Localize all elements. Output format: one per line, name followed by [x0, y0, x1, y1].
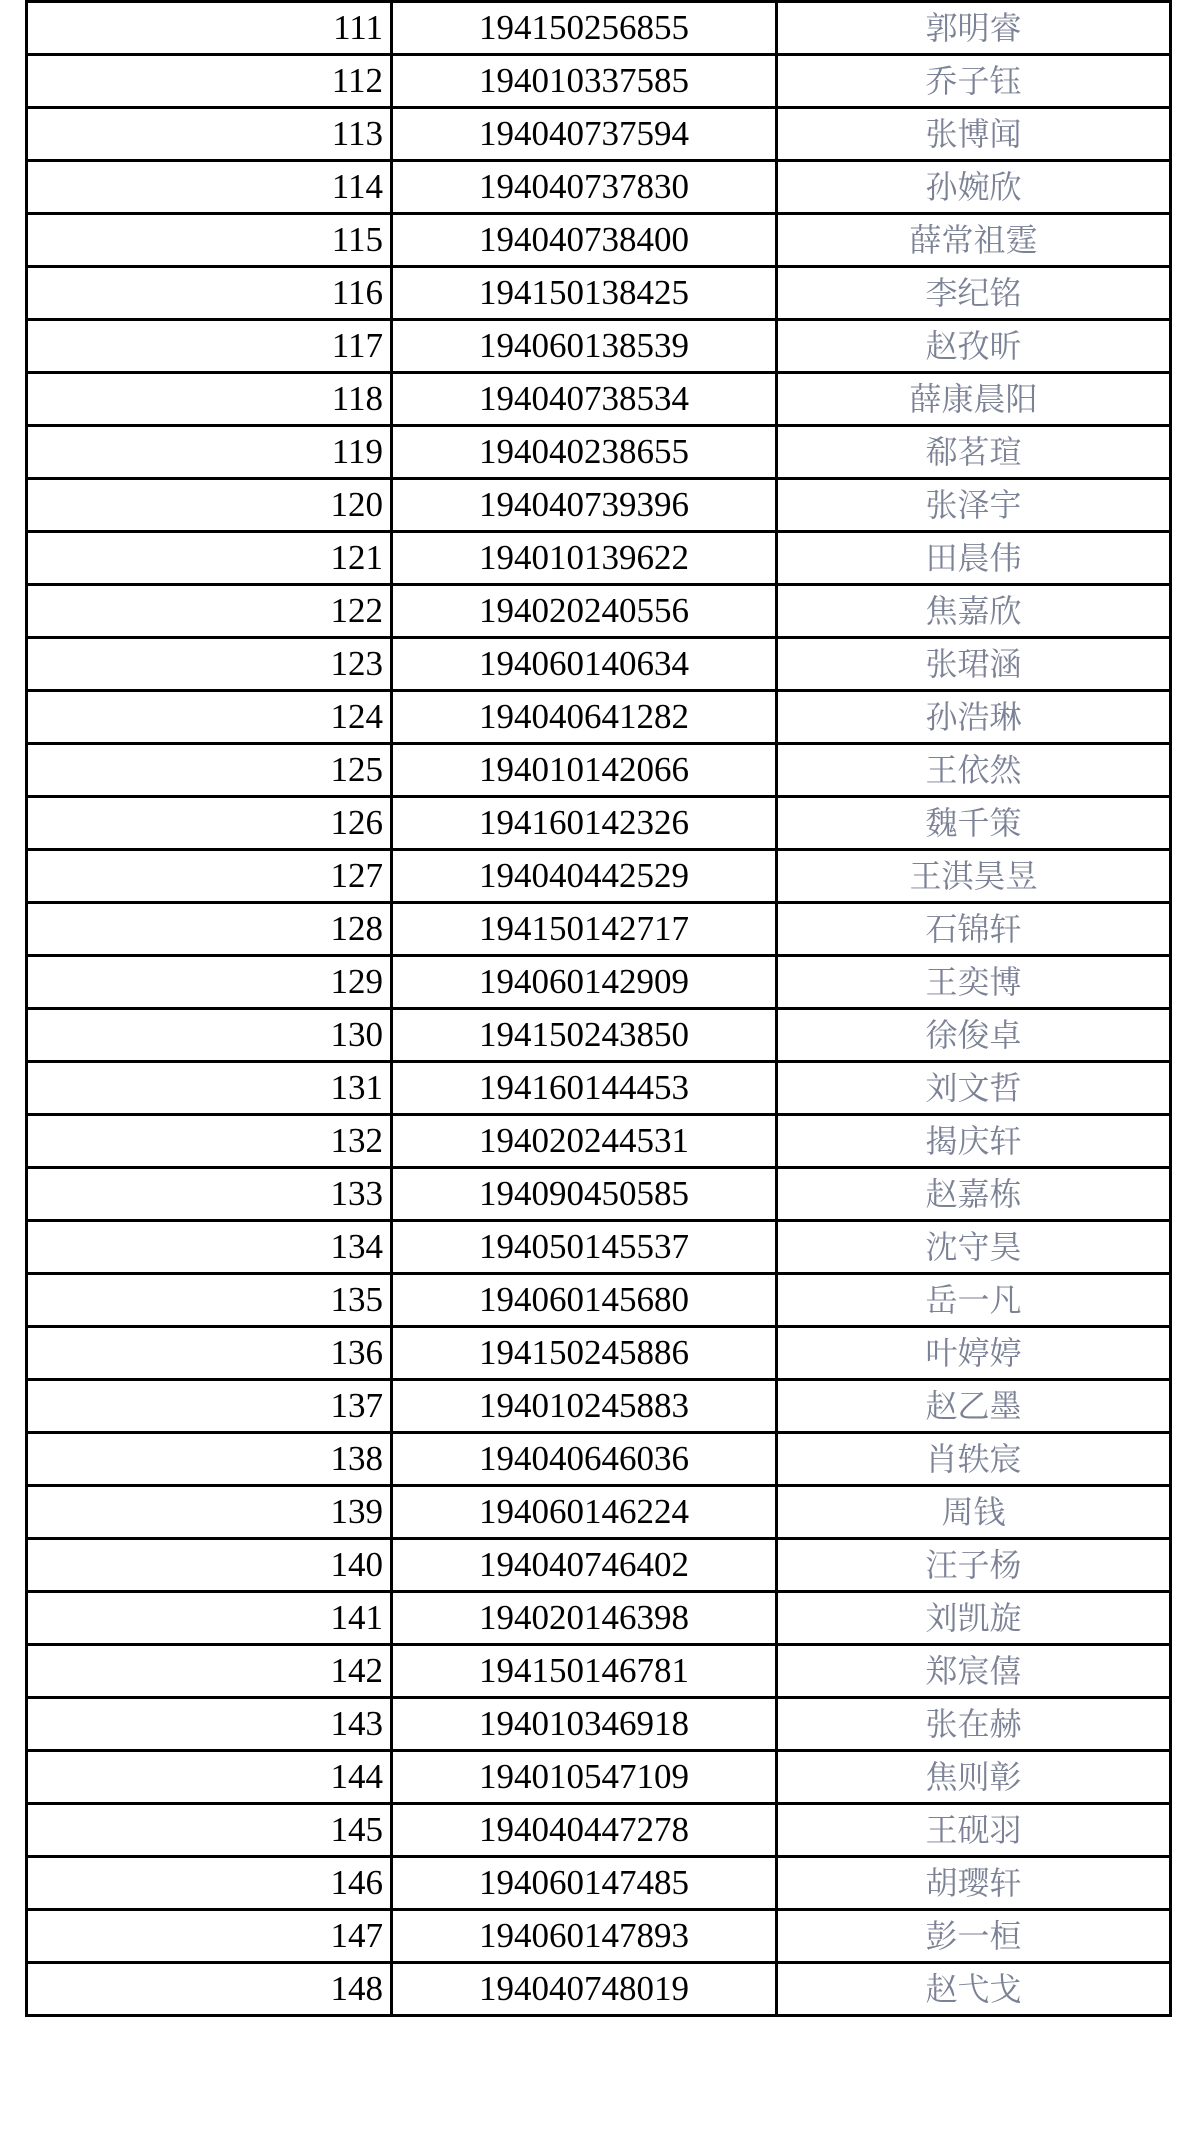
row-index-cell: 121	[27, 532, 392, 585]
table-row	[27, 956, 1171, 1009]
row-index-cell: 139	[27, 1486, 392, 1539]
student-id-cell: 194010337585	[392, 55, 777, 108]
row-index-cell: 112	[27, 55, 392, 108]
student-name-cell: 周钱	[777, 1486, 1171, 1539]
student-id-cell: 194060146224	[392, 1486, 777, 1539]
student-id-cell: 194040739396	[392, 479, 777, 532]
student-name-cell: 李纪铭	[777, 267, 1171, 320]
table-row	[27, 1274, 1171, 1327]
table-row	[27, 1751, 1171, 1804]
table-row	[27, 479, 1171, 532]
student-id-cell: 194160144453	[392, 1062, 777, 1115]
row-index-cell: 119	[27, 426, 392, 479]
student-id-cell: 194020240556	[392, 585, 777, 638]
row-index-cell: 117	[27, 320, 392, 373]
table-row	[27, 1698, 1171, 1751]
student-name-cell: 沈守昊	[777, 1221, 1171, 1274]
row-index-cell: 115	[27, 214, 392, 267]
table-row	[27, 1168, 1171, 1221]
student-name-cell: 焦则彰	[777, 1751, 1171, 1804]
student-name-cell: 赵弋戈	[777, 1963, 1171, 2016]
table-row	[27, 1221, 1171, 1274]
row-index-cell: 147	[27, 1910, 392, 1963]
student-id-cell: 194150138425	[392, 267, 777, 320]
table-row	[27, 373, 1171, 426]
table-row	[27, 267, 1171, 320]
table-row	[27, 2, 1171, 55]
student-id-cell: 194040646036	[392, 1433, 777, 1486]
student-id-cell: 194160142326	[392, 797, 777, 850]
student-id-cell: 194060142909	[392, 956, 777, 1009]
student-id-cell: 194150245886	[392, 1327, 777, 1380]
student-id-cell: 194150146781	[392, 1645, 777, 1698]
roster-table-wrapper	[25, 0, 1169, 2017]
row-index-cell: 146	[27, 1857, 392, 1910]
student-id-cell: 194040748019	[392, 1963, 777, 2016]
student-id-cell: 194060147893	[392, 1910, 777, 1963]
student-id-cell: 194040447278	[392, 1804, 777, 1857]
table-row	[27, 108, 1171, 161]
row-index-cell: 148	[27, 1963, 392, 2016]
student-id-cell: 194010547109	[392, 1751, 777, 1804]
student-name-cell: 汪子杨	[777, 1539, 1171, 1592]
student-name-cell: 郭明睿	[777, 2, 1171, 55]
table-row	[27, 1433, 1171, 1486]
student-name-cell: 薛康晨阳	[777, 373, 1171, 426]
student-name-cell: 岳一凡	[777, 1274, 1171, 1327]
student-name-cell: 张在赫	[777, 1698, 1171, 1751]
roster-table-body	[27, 2, 1171, 2016]
table-row	[27, 1486, 1171, 1539]
student-name-cell: 王奕博	[777, 956, 1171, 1009]
row-index-cell: 125	[27, 744, 392, 797]
student-name-cell: 张泽宇	[777, 479, 1171, 532]
table-row	[27, 1804, 1171, 1857]
table-row	[27, 1539, 1171, 1592]
row-index-cell: 131	[27, 1062, 392, 1115]
student-id-cell: 194020244531	[392, 1115, 777, 1168]
row-index-cell: 143	[27, 1698, 392, 1751]
student-id-cell: 194060138539	[392, 320, 777, 373]
row-index-cell: 123	[27, 638, 392, 691]
row-index-cell: 140	[27, 1539, 392, 1592]
table-row	[27, 161, 1171, 214]
row-index-cell: 145	[27, 1804, 392, 1857]
student-id-cell: 194010139622	[392, 532, 777, 585]
table-row	[27, 1645, 1171, 1698]
student-name-cell: 叶婷婷	[777, 1327, 1171, 1380]
student-name-cell: 石锦轩	[777, 903, 1171, 956]
row-index-cell: 111	[27, 2, 392, 55]
table-row	[27, 1963, 1171, 2016]
student-name-cell: 胡璎轩	[777, 1857, 1171, 1910]
student-id-cell: 194040238655	[392, 426, 777, 479]
table-row	[27, 850, 1171, 903]
student-name-cell: 赵孜昕	[777, 320, 1171, 373]
table-row	[27, 1115, 1171, 1168]
row-index-cell: 142	[27, 1645, 392, 1698]
student-name-cell: 田晨伟	[777, 532, 1171, 585]
table-row	[27, 797, 1171, 850]
student-id-cell: 194040737594	[392, 108, 777, 161]
student-name-cell: 赵嘉栋	[777, 1168, 1171, 1221]
student-id-cell: 194060145680	[392, 1274, 777, 1327]
row-index-cell: 133	[27, 1168, 392, 1221]
student-id-cell: 194050145537	[392, 1221, 777, 1274]
student-name-cell: 张珺涵	[777, 638, 1171, 691]
student-id-cell: 194010245883	[392, 1380, 777, 1433]
student-name-cell: 彭一桓	[777, 1910, 1171, 1963]
row-index-cell: 136	[27, 1327, 392, 1380]
roster-table	[25, 0, 1172, 2017]
student-id-cell: 194090450585	[392, 1168, 777, 1221]
student-id-cell: 194040738534	[392, 373, 777, 426]
table-row	[27, 55, 1171, 108]
row-index-cell: 132	[27, 1115, 392, 1168]
student-name-cell: 刘凯旋	[777, 1592, 1171, 1645]
student-id-cell: 194040641282	[392, 691, 777, 744]
row-index-cell: 120	[27, 479, 392, 532]
table-row	[27, 214, 1171, 267]
table-row	[27, 532, 1171, 585]
student-id-cell: 194020146398	[392, 1592, 777, 1645]
table-row	[27, 426, 1171, 479]
student-id-cell: 194040442529	[392, 850, 777, 903]
row-index-cell: 134	[27, 1221, 392, 1274]
row-index-cell: 118	[27, 373, 392, 426]
student-id-cell: 194150142717	[392, 903, 777, 956]
student-name-cell: 张博闻	[777, 108, 1171, 161]
student-id-cell: 194010142066	[392, 744, 777, 797]
table-row	[27, 1009, 1171, 1062]
student-name-cell: 魏千策	[777, 797, 1171, 850]
student-name-cell: 王依然	[777, 744, 1171, 797]
row-index-cell: 144	[27, 1751, 392, 1804]
row-index-cell: 141	[27, 1592, 392, 1645]
student-name-cell: 郗茗瑄	[777, 426, 1171, 479]
student-name-cell: 揭庆轩	[777, 1115, 1171, 1168]
student-id-cell: 194010346918	[392, 1698, 777, 1751]
row-index-cell: 124	[27, 691, 392, 744]
student-name-cell: 王砚羽	[777, 1804, 1171, 1857]
row-index-cell: 113	[27, 108, 392, 161]
student-id-cell: 194060147485	[392, 1857, 777, 1910]
table-row	[27, 691, 1171, 744]
student-name-cell: 乔子钰	[777, 55, 1171, 108]
student-id-cell: 194040746402	[392, 1539, 777, 1592]
table-row	[27, 903, 1171, 956]
table-row	[27, 1062, 1171, 1115]
table-row	[27, 1592, 1171, 1645]
table-row	[27, 1380, 1171, 1433]
row-index-cell: 128	[27, 903, 392, 956]
row-index-cell: 116	[27, 267, 392, 320]
student-id-cell: 194150256855	[392, 2, 777, 55]
row-index-cell: 137	[27, 1380, 392, 1433]
table-row	[27, 1857, 1171, 1910]
student-id-cell: 194150243850	[392, 1009, 777, 1062]
student-name-cell: 赵乙墨	[777, 1380, 1171, 1433]
student-name-cell: 焦嘉欣	[777, 585, 1171, 638]
table-row	[27, 320, 1171, 373]
student-name-cell: 郑宸僖	[777, 1645, 1171, 1698]
row-index-cell: 138	[27, 1433, 392, 1486]
student-id-cell: 194040737830	[392, 161, 777, 214]
table-row	[27, 1910, 1171, 1963]
row-index-cell: 135	[27, 1274, 392, 1327]
student-name-cell: 薛常祖霆	[777, 214, 1171, 267]
student-name-cell: 徐俊卓	[777, 1009, 1171, 1062]
row-index-cell: 114	[27, 161, 392, 214]
row-index-cell: 129	[27, 956, 392, 1009]
student-name-cell: 孙婉欣	[777, 161, 1171, 214]
row-index-cell: 130	[27, 1009, 392, 1062]
student-id-cell: 194060140634	[392, 638, 777, 691]
row-index-cell: 127	[27, 850, 392, 903]
student-name-cell: 肖轶宸	[777, 1433, 1171, 1486]
row-index-cell: 122	[27, 585, 392, 638]
student-name-cell: 孙浩琳	[777, 691, 1171, 744]
row-index-cell: 126	[27, 797, 392, 850]
student-name-cell: 刘文哲	[777, 1062, 1171, 1115]
table-row	[27, 744, 1171, 797]
student-name-cell: 王淇昊昱	[777, 850, 1171, 903]
table-row	[27, 585, 1171, 638]
table-row	[27, 638, 1171, 691]
student-id-cell: 194040738400	[392, 214, 777, 267]
table-row	[27, 1327, 1171, 1380]
